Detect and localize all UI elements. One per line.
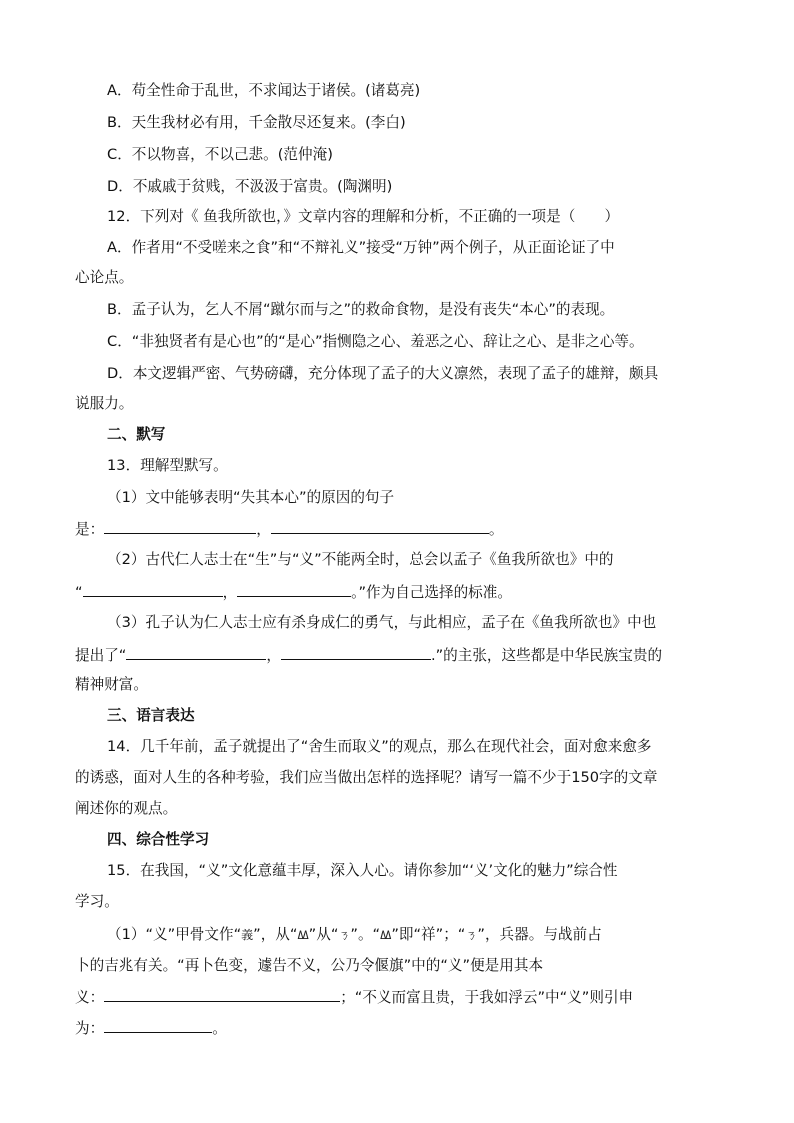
q15-part1-line3-prefix: 义： xyxy=(75,989,105,1006)
q13-part3-blank2[interactable] xyxy=(281,645,431,660)
q15-part1-text-f: ”，兵器。与战前占 xyxy=(477,926,602,943)
q12-option-d-line1: D．本文逻辑严密、气势磅礴，充分体现了孟子的大义凛然，表现了孟子的雄辩，颇具 xyxy=(107,365,659,382)
q13-part2-blank2[interactable] xyxy=(237,582,351,597)
q14-line3: 阐述你的观点。 xyxy=(75,800,178,817)
q12-option-a-line2: 心论点。 xyxy=(75,269,134,286)
q14-line1: 14．几千年前，孟子就提出了“舍生而取义”的观点，那么在现代社会，面对愈来愈多 xyxy=(107,738,652,755)
q12-option-d-line2: 说服力。 xyxy=(75,395,134,412)
q12-stem: 12．下列对《 鱼我所欲也，》文章内容的理解和分析，不正确的一项是（ ） xyxy=(107,208,620,225)
q15-part1-text-a: （1）“义”甲骨文作“ xyxy=(107,926,242,943)
q13-part3-line3: 精神财富。 xyxy=(75,676,148,693)
q13-part1-prefix: 是： xyxy=(75,521,105,538)
q15-part1-line3-suffix: ；“不义而富且贵，于我如浮云”中“义”则引申 xyxy=(340,989,634,1006)
q13-part3-sep: ， xyxy=(266,647,281,664)
q15-line2: 学习。 xyxy=(75,893,119,910)
q12-option-b: B．孟子认为，乞人不屑“蹴尔而与之”的救命食物，是没有丧失“本心”的表现。 xyxy=(107,301,615,318)
q12-option-c: C．“非独贤者有是心也”的“是心”指恻隐之心、羞恶之心、辞让之心、是非之心等。 xyxy=(107,333,644,350)
q13-part2-line1: （2）古代仁人志士在“生”与“义”不能两全时，总会以孟子《鱼我所欲也》中的 xyxy=(107,551,614,568)
q13-part1-blank2[interactable] xyxy=(271,519,489,534)
oracle-wo-glyph-icon: ㄋ xyxy=(465,928,478,942)
q13-part3-prefix: 提出了“ xyxy=(75,647,127,664)
q13-part1-line1: （1）文中能够表明“失其本心”的原因的句子 xyxy=(107,489,395,506)
q15-part1-line4-end: 。 xyxy=(212,1020,227,1037)
q11-option-c: C．不以物喜，不以己悲。(范仲淹) xyxy=(107,146,333,163)
q15-part1-line3 xyxy=(75,987,633,1008)
q13-part3-blank1[interactable] xyxy=(126,645,266,660)
oracle-yang-glyph-icon: 𐊷 xyxy=(297,928,309,942)
q13-part2-blank1[interactable] xyxy=(83,582,223,597)
q13-part1-blank1[interactable] xyxy=(104,519,256,534)
section-heading-comprehensive: 四、综合性学习 xyxy=(107,831,210,848)
q13-part1-sep: ， xyxy=(256,521,271,538)
q15-part1-line2: 卜的吉兆有关。“再卜色变，遽告不义，公乃令偃旗”中的“义”便是用其本 xyxy=(75,957,544,974)
q13-part1-end: 。 xyxy=(488,521,504,538)
oracle-wo-glyph-icon: ㄋ xyxy=(338,928,351,942)
q13-part2-sep: ， xyxy=(222,584,238,601)
q15-line1: 15．在我国，“义”文化意蕴丰厚，深入人心。请你参加“‘义’文化的魅力”综合性 xyxy=(107,862,618,879)
q15-part1-text-d: ”。“ xyxy=(350,926,381,943)
q13-part1-line2 xyxy=(75,519,503,540)
q15-part1-text-c: ”从“ xyxy=(308,926,339,943)
q15-part1-blank1[interactable] xyxy=(104,987,340,1002)
q13-part2-open-quote: “ xyxy=(75,584,83,601)
q13-part2-suffix: 。”作为自己选择的标准。 xyxy=(351,584,512,601)
q15-part1-line4 xyxy=(75,1018,227,1039)
q13-part3-suffix: .”的主张，这些都是中华民族宝贵的 xyxy=(430,647,663,664)
q15-part1-line4-prefix: 为： xyxy=(75,1020,105,1037)
oracle-yang-glyph-icon: 𐊷 xyxy=(380,928,392,942)
q15-part1-line1 xyxy=(107,925,602,945)
q15-part1-blank2[interactable] xyxy=(104,1018,212,1033)
q15-part1-text-b: ”，从“ xyxy=(253,926,298,943)
q13-part3-line1: （3）孔子认为仁人志士应有杀身成仁的勇气，与此相应，孟子在《鱼我所欲也》中也 xyxy=(107,614,657,631)
q13-part2-line2 xyxy=(75,582,512,603)
section-heading-dictation: 二、默写 xyxy=(107,426,166,443)
q11-option-a: A．苟全性命于乱世，不求闻达于诸侯。(诸葛亮) xyxy=(107,82,421,99)
q11-option-d: D．不戚戚于贫贱，不汲汲于富贵。(陶渊明) xyxy=(107,178,393,195)
q14-line2: 的诱惑，面对人生的各种考验，我们应当做出怎样的选择呢？请写一篇不少于150字的文章 xyxy=(75,769,658,786)
q13-part3-line2 xyxy=(75,645,662,666)
q11-option-b: B．天生我材必有用，千金散尽还复来。(李白) xyxy=(107,114,406,131)
section-heading-expression: 三、语言表达 xyxy=(107,707,195,724)
q13-stem: 13．理解型默写。 xyxy=(107,457,228,474)
q15-part1-text-e: ”即“祥”；“ xyxy=(391,926,466,943)
oracle-yi-glyph-icon: 義 xyxy=(241,928,254,942)
q12-option-a-line1: A．作者用“不受嗟来之食”和“不辩礼义”接受“万钟”两个例子，从正面论证了中 xyxy=(107,239,615,256)
